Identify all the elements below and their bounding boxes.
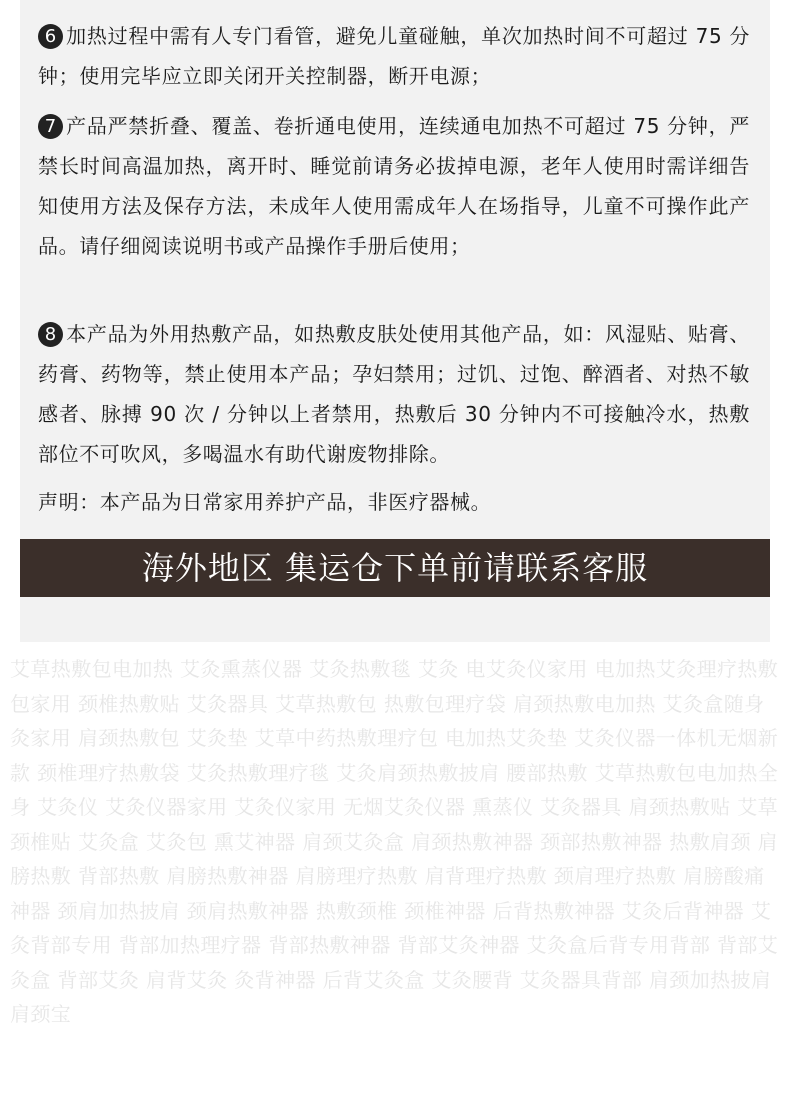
note-item-6	[38, 16, 750, 96]
note-text-7: 产品严禁折叠、覆盖、卷折通电使用，连续通电加热不可超过 75 分钟，严禁长时间高温加热，离开时、睡觉前请务必拔掉电源，老年人使用时需详细告知使用方法及保存方法，未成年人使用需成年人在场指导，儿童不可操作此产品。请仔细阅读说明书或产品操作手册后使用；	[38, 114, 750, 258]
note-text-6: 加热过程中需有人专门看管，避免儿童碰触，单次加热时间不可超过 75 分钟；使用完毕应立即关闭开关控制器，断开电源；	[38, 24, 750, 88]
number-badge-7: 7	[38, 114, 63, 139]
keyword-watermark: 艾草热敷包电加热 艾灸熏蒸仪器 艾灸热敷毯 艾灸 电艾灸仪家用 电加热艾灸理疗热敷包家用 颈椎热敷贴 艾灸器具 艾草热敷包 热敷包理疗袋 肩颈热敷电加热 艾灸盒随身灸家用 肩颈热敷包 艾灸垫 艾草中药热敷理疗包 电加热艾灸垫 艾灸仪器一体机无烟新款 颈椎理疗热敷袋 艾灸热敷理疗毯 艾灸肩颈热敷披肩 腰部热敷 艾草热敷包电加热全身 艾灸仪 艾灸仪器家用 艾灸仪家用 无烟艾灸仪器 熏蒸仪 艾灸器具 肩颈热敷贴 艾草颈椎贴 艾灸盒 艾灸包 熏艾神器 肩颈艾灸盒 肩颈热敷神器 颈部热敷神器 热敷肩颈 肩膀热敷 背部热敷 肩膀热敷神器 肩膀理疗热敷 肩背理疗热敷 颈肩理疗热敷 肩膀酸痛神器 颈肩加热披肩 颈肩热敷神器 热敷颈椎 颈椎神器 后背热敷神器 艾灸后背神器 艾灸背部专用 背部加热理疗器 背部热敷神器 背部艾灸神器 艾灸盒后背专用背部 背部艾灸盒 背部艾灸 肩背艾灸 灸背神器 后背艾灸盒 艾灸腰背 艾灸器具背部 肩颈加热披肩 肩颈宝	[10, 657, 779, 1026]
declaration: 声明：本产品为日常家用养护产品，非医疗器械。	[38, 490, 492, 514]
number-badge-8: 8	[38, 322, 63, 347]
note-text-8: 本产品为外用热敷产品，如热敷皮肤处使用其他产品，如：风湿贴、贴膏、药膏、药物等，禁止使用本产品；孕妇禁用；过饥、过饱、醉酒者、对热不敏感者、脉搏 90 次 / 分钟以上者禁用，热敷后 30 分钟内不可接触冷水，热敷部位不可吹风，多喝温水有助代谢废物排除。	[38, 322, 750, 466]
overseas-banner: 海外地区 集运仓下单前请联系客服	[20, 539, 770, 597]
note-item-7	[38, 106, 750, 266]
number-badge-6: 6	[38, 24, 63, 49]
note-item-8	[38, 314, 750, 474]
